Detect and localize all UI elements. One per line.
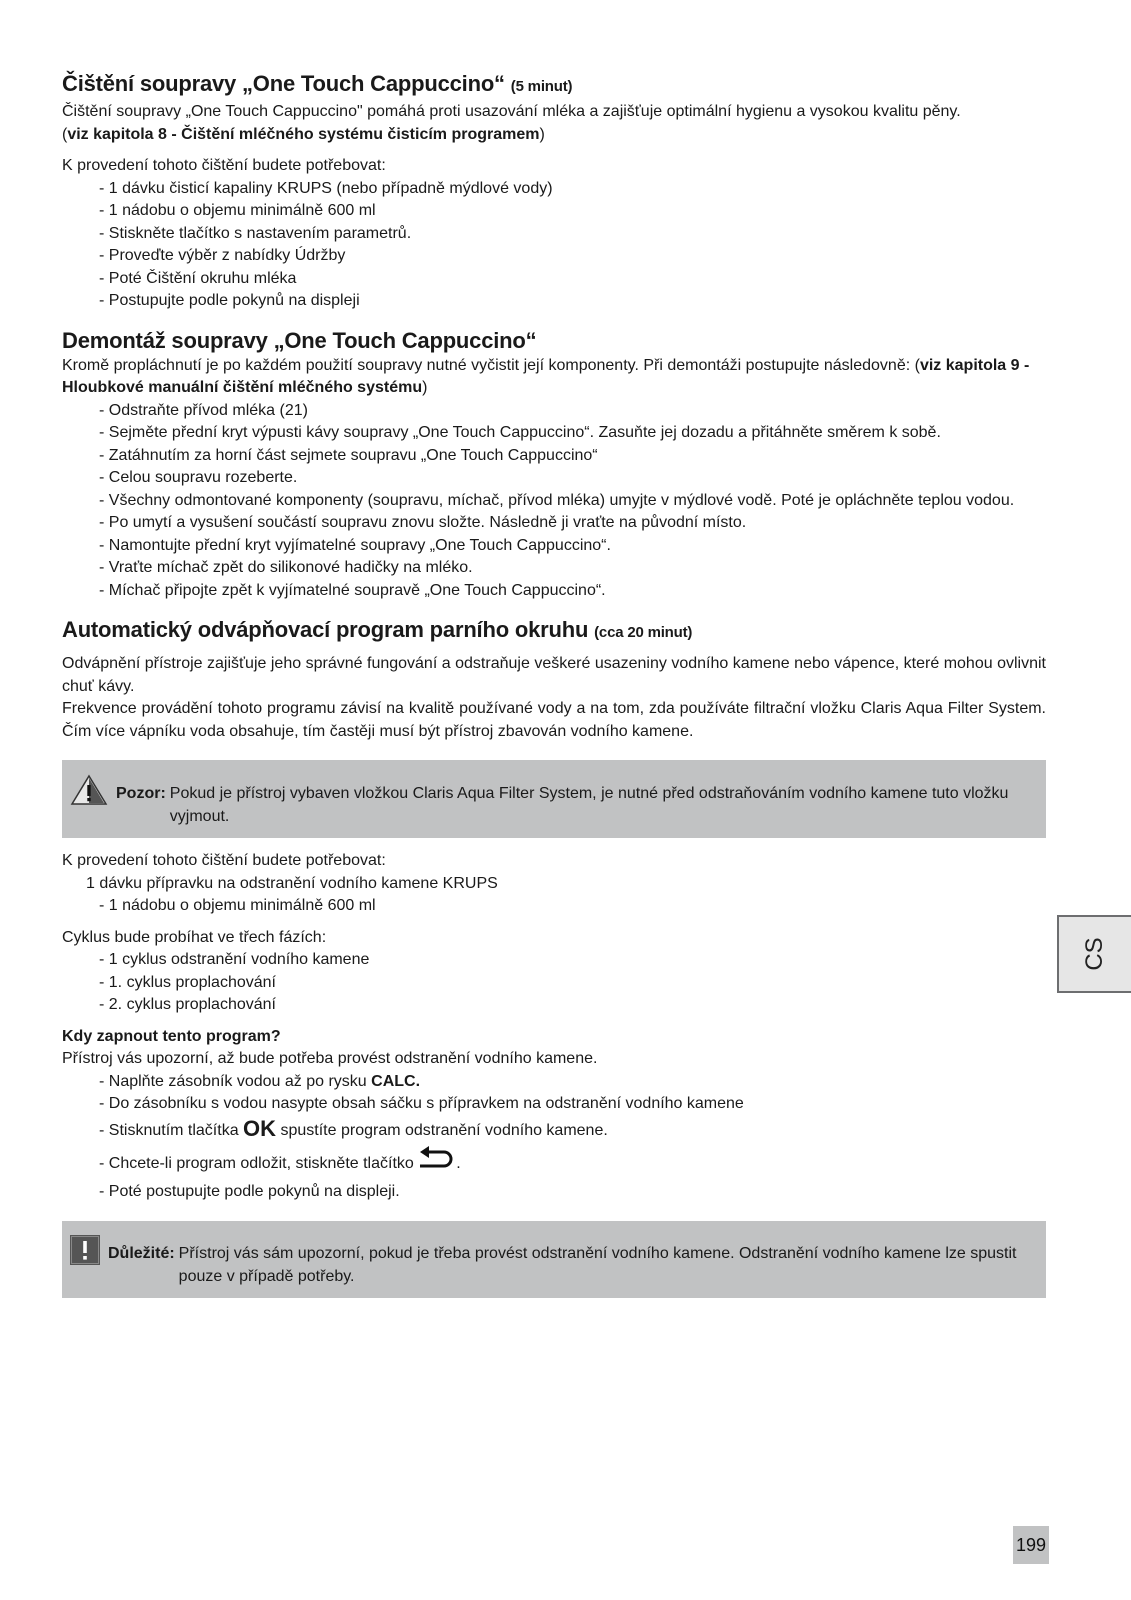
descaling-need-list — [62, 873, 1046, 918]
section-duration: (5 minut) — [510, 78, 573, 95]
list-item: - Poté postupujte podle pokynů na displeji. — [99, 1182, 400, 1200]
section-title-cleaning — [62, 70, 1046, 101]
warning-text: Pokud je přístroj vybaven vložkou Claris Aqua Filter System, je nutné před odstraňováním vodního kamene tuto vložku vyjmout. — [169, 785, 1009, 825]
list-item: - Vraťte míchač zpět do silikonové hadičky na mléko. — [99, 559, 473, 576]
when-title: Kdy zapnout tento program? — [62, 1027, 281, 1045]
section-title-descaling — [62, 616, 1046, 647]
warning-box — [62, 760, 1046, 838]
list-item: - Odstraňte přívod mléka (21) — [99, 401, 308, 419]
when-text: Přístroj vás upozorní, až bude potřeba provést odstranění vodního kamene. — [62, 1050, 598, 1067]
cleaning-reference: (viz kapitola 8 - Čištění mléčného systému čisticím programem) — [62, 125, 545, 143]
list-item: - 1 cyklus odstranění vodního kamene — [99, 951, 370, 968]
important-box — [62, 1221, 1046, 1298]
list-item: - 2. cyklus proplachování — [99, 996, 276, 1013]
list-item: - Všechny odmontované komponenty (soupravu, míchač, přívod mléka) umyjte v mýdlové vodě. Poté je opláchněte teplou vodou. — [99, 491, 1015, 509]
document-page — [62, 70, 1046, 1298]
list-item: - Chcete-li program odložit, stiskněte tlačítko . — [99, 1146, 1046, 1181]
exclamation-square-icon — [70, 1235, 100, 1270]
cleaning-list — [62, 178, 1046, 313]
ok-button-icon: OK — [243, 1115, 277, 1141]
cycle-list — [62, 949, 1046, 1017]
cleaning-intro: Čištění soupravy „One Touch Cappuccino" pomáhá proti usazování mléka a zajišťuje optimální hygienu a vysokou kvalitu pěny. — [62, 103, 961, 120]
cleaning-need-intro: K provedení tohoto čištění budete potřebovat: — [62, 157, 386, 174]
list-item: - Postupujte podle pokynů na displeji — [99, 292, 360, 309]
descaling-paragraph-1: Odvápnění přístroje zajišťuje jeho správné fungování a odstraňuje veškeré usazeniny vodního kamene nebo vápence, které mohou ovlivnit chuť kávy. — [62, 655, 1046, 695]
section-title-text: Čištění soupravy „One Touch Cappuccino“ — [62, 71, 505, 96]
section-title-text: Automatický odvápňovací program parního okruhu — [62, 617, 589, 642]
important-label: Důležité: — [108, 1245, 175, 1262]
disassembly-intro: Kromě propláchnutí je po každém použití soupravy nutné vyčistit její komponenty. Při demontáži postupujte následovně: (viz kapitola 9 - Hloubkové manuální čištění mléčného systému) — [62, 356, 1030, 396]
section-duration: (cca 20 minut) — [594, 624, 693, 641]
list-item: - 1 dávku čisticí kapaliny KRUPS (nebo případně mýdlové vody) — [99, 179, 553, 197]
list-item: - Poté Čištění okruhu mléka — [99, 269, 297, 287]
list-item: - Do zásobníku s vodou nasypte obsah sáčku s přípravkem na odstranění vodního kamene — [99, 1095, 744, 1112]
list-item: - Stisknutím tlačítka OK spustíte program odstranění vodního kamene. — [99, 1115, 608, 1141]
warning-label: Pozor: — [116, 785, 166, 802]
list-item: 1 dávku přípravku na odstranění vodního kamene KRUPS — [86, 874, 498, 892]
page-number: 199 — [1013, 1526, 1049, 1564]
list-item: - Stiskněte tlačítko s nastavením parametrů. — [99, 224, 412, 242]
disassembly-list — [62, 400, 1046, 603]
list-item: - 1 nádobu o objemu minimálně 600 ml — [99, 202, 376, 219]
list-item: - 1. cyklus proplachování — [99, 973, 276, 991]
list-item: - Po umytí a vysušení součástí soupravu znovu složte. Následně ji vraťte na původní místo. — [99, 514, 747, 531]
list-item: - Míchač připojte zpět k vyjímatelné soupravě „One Touch Cappuccino“. — [99, 581, 606, 599]
cycle-intro: Cyklus bude probíhat ve třech fázích: — [62, 928, 327, 946]
list-item: - 1 nádobu o objemu minimálně 600 ml — [99, 897, 376, 914]
section-title-disassembly: Demontáž soupravy „One Touch Cappuccino“ — [62, 327, 537, 353]
list-item: - Proveďte výběr z nabídky Údržby — [99, 247, 346, 264]
language-tab — [1057, 915, 1131, 993]
list-item: - Naplňte zásobník vodou až po rysku CALC. — [99, 1072, 421, 1090]
language-tab-label: CS — [1081, 937, 1108, 971]
list-item: - Namontujte přední kryt vyjímatelné soupravy „One Touch Cappuccino“. — [99, 536, 611, 554]
descaling-need-intro: K provedení tohoto čištění budete potřebovat: — [62, 852, 386, 869]
descaling-paragraph-2: Frekvence provádění tohoto programu závisí na kvalitě používané vody a na tom, zda používáte filtrační vložku Claris Aqua Filter System. Čím více vápníku voda obsahuje, tím častěji musí být přístroj zbavován vodního kamene. — [62, 700, 1046, 740]
important-text: Přístroj vás sám upozorní, pokud je třeba provést odstranění vodního kamene. Odstranění vodního kamene lze spustit pouze v případě potřeby. — [178, 1245, 1017, 1285]
steps-list — [62, 1071, 1046, 1204]
list-item: - Zatáhnutím za horní část sejmete soupravu „One Touch Cappuccino“ — [99, 446, 598, 464]
list-item: - Celou soupravu rozeberte. — [99, 469, 298, 486]
warning-triangle-icon — [70, 774, 108, 811]
back-arrow-icon — [418, 1146, 456, 1181]
list-item: - Sejměte přední kryt výpusti kávy soupravy „One Touch Cappuccino“. Zasuňte jej dozadu a přitáhněte směrem k sobě. — [99, 424, 941, 441]
